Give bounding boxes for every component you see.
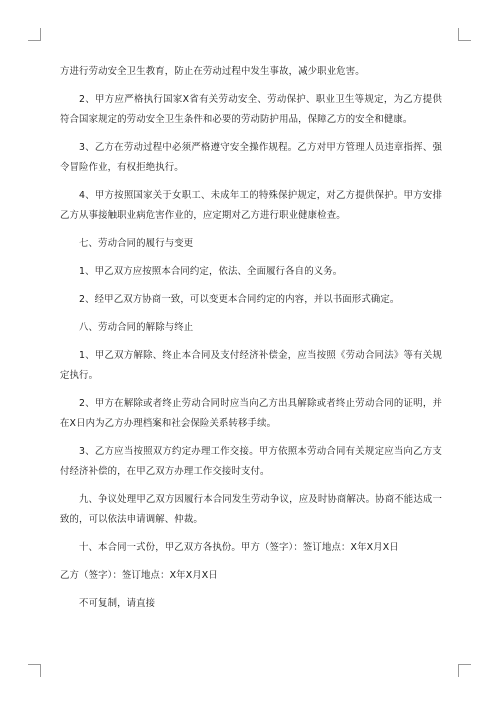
paragraph-notice: 不可复制，请直接 [79,598,156,609]
paragraph-dispute: 九、争议处理甲乙双方因履行本合同发生劳动争议，应及时协商解决。协商不能达成一致的，可以依法申请调解、仲裁。 [60,494,442,525]
paragraph-operation-rules: 3、乙方在劳动过程中必须严格遵守安全操作规程。乙方对甲方管理人员违章指挥、强令冒险作业，有权拒绝执行。 [60,142,442,173]
paragraph-termination-1: 1、甲乙双方解除、终止本合同及支付经济补偿金，应当按照《劳动合同法》等有关规定执行。 [60,350,442,381]
paragraph-termination-2: 2、甲方在解除或者终止劳动合同时应当向乙方出具解除或者终止劳动合同的证明，并在X日内为乙方办理档案和社会保险关系转移手续。 [60,398,442,429]
document-body [60,62,442,622]
section-heading-termination: 八、劳动合同的解除与终止 [79,322,194,333]
paragraph-safety-rules: 2、甲方应严格执行国家X省有关劳动安全、劳动保护、职业卫生等规定，为乙方提供符合国家规定的劳动安全卫生条件和必要的劳动防护用品，保障乙方的安全和健康。 [60,94,442,125]
paragraph-continuation: 方进行劳动安全卫生教育，防止在劳动过程中发生事故，减少职业危害。 [60,66,365,77]
paragraph-termination-3: 3、乙方应当按照双方约定办理工作交接。甲方依照本劳动合同有关规定应当向乙方支付经济补偿的，在甲乙双方办理工作交接时支付。 [60,446,442,477]
paragraph-performance-1: 1、甲乙双方应按照本合同约定，依法、全面履行各自的义务。 [79,266,343,277]
paragraph-performance-2: 2、经甲乙双方协商一致，可以变更本合同约定的内容，并以书面形式确定。 [79,294,400,305]
paragraph-special-protection: 4、甲方按照国家关于女职工、未成年工的特殊保护规定，对乙方提供保护。甲方安排乙方从事接触职业病危害作业的，应定期对乙方进行职业健康检查。 [60,190,442,221]
paragraph-signature-party-a: 十、本合同一式份，甲乙双方各执份。甲方（签字）：签订地点：X年X月X日 [79,542,399,553]
crop-mark-top-right [458,28,471,41]
crop-mark-bottom-left [28,664,41,677]
paragraph-signature-party-b: 乙方（签字）：签订地点：X年X月X日 [60,570,218,581]
crop-mark-top-left [28,28,41,41]
crop-mark-bottom-right [458,664,471,677]
section-heading-performance: 七、劳动合同的履行与变更 [79,238,194,249]
